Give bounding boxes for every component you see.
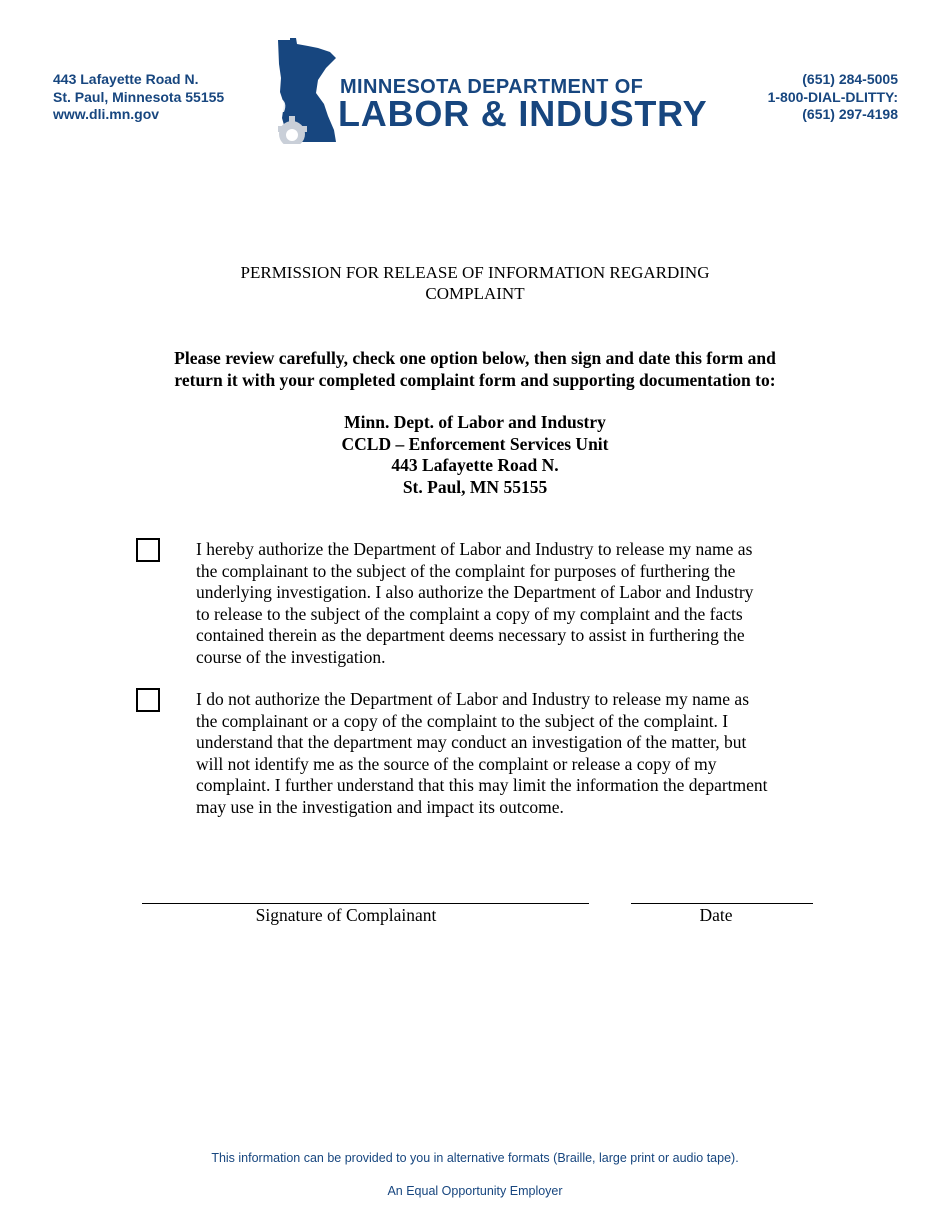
instructions: [100, 347, 850, 391]
mailing-address: [0, 412, 950, 498]
option2-line: understand that the department may conduct an investigation of the matter, but: [196, 732, 747, 752]
form-title-line2: COMPLAINT: [425, 284, 525, 303]
header-phones: [768, 71, 898, 124]
mailing-address-line2: CCLD – Enforcement Services Unit: [341, 433, 609, 454]
option2-line: may use in the investigation and impact its outcome.: [196, 796, 564, 817]
option1-line: the complainant to the subject of the complaint for purposes of furthering the: [196, 560, 736, 581]
instructions-line1: Please review carefully, check one option below, then sign and date this form and: [174, 348, 776, 368]
authorize-release-text: [196, 539, 816, 668]
option1-line: course of the investigation.: [196, 646, 386, 667]
mailing-address-line3: 443 Lafayette Road N.: [391, 455, 559, 475]
header-street: 443 Lafayette Road N.: [53, 71, 199, 87]
logo-line1: MINNESOTA DEPARTMENT OF: [340, 76, 644, 98]
signature-label: Signature of Complainant: [255, 905, 437, 925]
mailing-address-line4: St. Paul, MN 55155: [402, 476, 548, 497]
option2-line: I do not authorize the Department of Labor and Industry to release my name as: [196, 689, 750, 709]
alt-formats-note: This information can be provided to you in alternative formats (Braille, large print or audio tape).: [211, 1151, 739, 1165]
header-tty-phone: (651) 297-4198: [802, 106, 898, 122]
header-website[interactable]: www.dli.mn.gov: [53, 106, 160, 122]
mailing-address-line1: Minn. Dept. of Labor and Industry: [344, 412, 606, 432]
form-title-line1: PERMISSION FOR RELEASE OF INFORMATION REGARDING: [240, 263, 710, 282]
signature-field[interactable]: [142, 903, 589, 904]
date-field[interactable]: [631, 903, 813, 904]
header-city: St. Paul, Minnesota 55155: [53, 88, 225, 105]
equal-opportunity-note: An Equal Opportunity Employer: [387, 1184, 563, 1198]
option1-line: contained therein as the department deems necessary to assist in furthering the: [196, 625, 745, 645]
form-title: [0, 262, 950, 304]
date-label: Date: [699, 905, 733, 925]
instructions-line2: return it with your completed complaint form and supporting documentation to:: [174, 370, 776, 390]
option1-line: to release to the subject of the complaint a copy of my complaint and the facts: [196, 603, 743, 624]
do-not-authorize-text: [196, 689, 816, 818]
logo-line2: LABOR & INDUSTRY: [338, 93, 708, 134]
option1-line: I hereby authorize the Department of Labor and Industry to release my name as: [196, 539, 753, 559]
option1-line: underlying investigation. I also authorize the Department of Labor and Industry: [196, 582, 754, 602]
option2-line: will not identify me as the source of the complaint or release a copy of my: [196, 753, 717, 774]
option2-line: the complainant or a copy of the complaint to the subject of the complaint. I: [196, 710, 729, 731]
header-phone: (651) 284-5005: [802, 71, 898, 87]
do-not-authorize-checkbox[interactable]: [136, 688, 160, 712]
option2-line: complaint. I further understand that this may limit the information the department: [196, 775, 768, 795]
header-tty-label: 1-800-DIAL-DLITTY:: [767, 88, 898, 105]
header-address: [53, 71, 224, 124]
authorize-release-checkbox[interactable]: [136, 538, 160, 562]
dli-logo: [278, 38, 718, 144]
